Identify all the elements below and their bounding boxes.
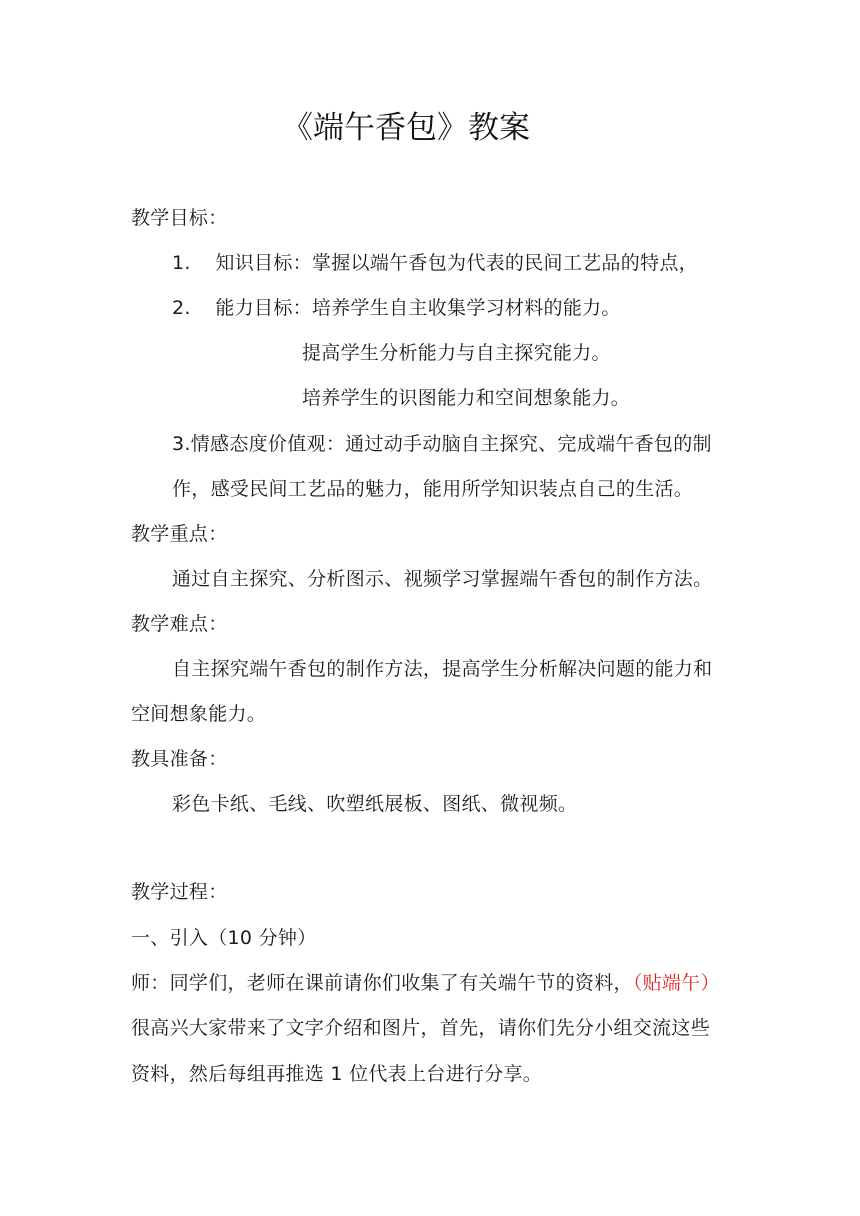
tools-text: 彩色卡纸、毛线、吹塑纸展板、图纸、微视频。 — [172, 793, 578, 815]
difficulty-text-line-1: 自主探究端午香包的制作方法，提高学生分析解决问题的能力和 — [172, 658, 713, 680]
section-1-heading: 一、引入（10 分钟） — [131, 927, 317, 949]
teacher-line-1-highlight: （贴端午） — [632, 972, 720, 994]
objective-text: 能力目标：培养学生自主收集学习材料的能力。 — [215, 297, 621, 319]
difficulty-heading: 教学难点： — [131, 613, 228, 635]
teacher-line-1-main: 师：同学们，老师在课前请你们收集了有关端午节的资料， — [131, 972, 633, 994]
document-title: 《端午香包》教案 — [282, 110, 530, 146]
objective-item-1 — [172, 251, 698, 275]
emotion-objective-line-2: 作，感受民间工艺品的魅力，能用所学知识装点自己的生活。 — [172, 478, 694, 500]
process-heading: 教学过程： — [131, 881, 228, 903]
emotion-objective-line-1: 3.情感态度价值观：通过动手动脑自主探究、完成端午香包的制 — [172, 433, 712, 455]
objective-number: 1. — [172, 252, 191, 274]
teacher-line-1 — [131, 971, 720, 995]
tools-heading: 教具准备： — [131, 748, 228, 770]
ability-sub-2: 培养学生的识图能力和空间想象能力。 — [302, 387, 631, 409]
ability-sub-1: 提高学生分析能力与自主探究能力。 — [302, 342, 611, 364]
teacher-line-2: 很高兴大家带来了文字介绍和图片，首先，请你们先分小组交流这些 — [131, 1017, 711, 1039]
key-points-heading: 教学重点： — [131, 523, 228, 545]
objective-number: 2. — [172, 297, 191, 319]
objective-item-2 — [172, 296, 621, 320]
objectives-heading: 教学目标： — [131, 207, 228, 229]
objective-text: 知识目标：掌握以端午香包为代表的民间工艺品的特点， — [215, 252, 698, 274]
teacher-line-3: 资料，然后每组再推选 1 位代表上台进行分享。 — [131, 1063, 543, 1085]
difficulty-text-line-2: 空间想象能力。 — [131, 703, 267, 725]
key-points-text: 通过自主探究、分析图示、视频学习掌握端午香包的制作方法。 — [172, 568, 713, 590]
